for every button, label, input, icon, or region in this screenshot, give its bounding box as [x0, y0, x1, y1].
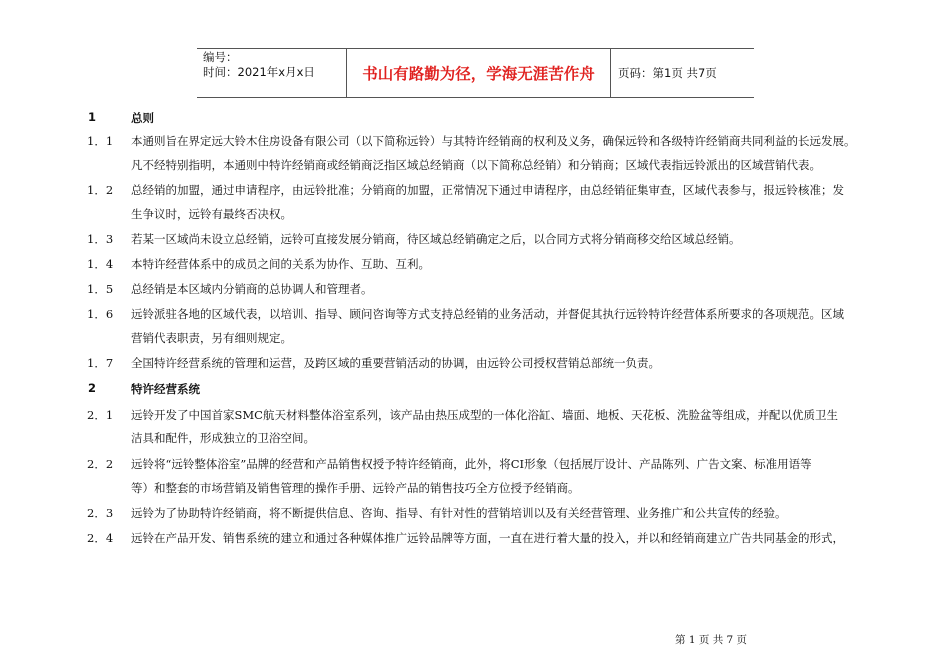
- clause-number: 1．5: [87, 282, 114, 296]
- clause-text: 本特许经营体系中的成员之间的关系为协作、互助、互利。: [131, 257, 430, 271]
- clause-text: 远铃开发了中国首家SMC航天材料整体浴室系列，该产品由热压成型的一体化浴缸、墙面、地板、天花板、洗脸盆等组成，并配以优质卫生: [131, 408, 838, 422]
- clause-number: 1．1: [87, 134, 114, 148]
- clause-text: 远铃将“远铃整体浴室”品牌的经营和产品销售权授予特许经销商，此外，将CI形象（包括展厅设计、产品陈列、广告文案、标准用语等: [131, 457, 812, 471]
- header-page-code: 页码：第1页 共7页: [618, 66, 717, 80]
- clause-number: 2．2: [87, 457, 114, 471]
- header-motto: 书山有路勤为径，学海无涯苦作舟: [347, 49, 611, 97]
- document-header: [197, 48, 754, 98]
- clause-text: 全国特许经营系统的管理和运营，及跨区域的重要营销活动的协调，由远铃公司授权营销总部统一负责。: [131, 356, 660, 370]
- clause-number: 1．6: [87, 307, 114, 321]
- time-label: 时间：2021年x月x日: [203, 65, 315, 79]
- clause-number: 1: [88, 110, 97, 124]
- clause-text: 特许经营系统: [131, 382, 200, 396]
- clause-text: 总则: [131, 111, 154, 125]
- clause-text: 远铃在产品开发、销售系统的建立和通过各种媒体推广远铃品牌等方面，一直在进行着大量的投入，并以和经销商建立广告共同基金的形式，: [131, 531, 844, 545]
- clause-text: 凡不经特别指明，本通则中特许经销商或经销商泛指区域总经销商（以下简称总经销）和分销商；区域代表指远铃派出的区域营销代表。: [131, 158, 821, 172]
- clause-number: 1．2: [87, 183, 114, 197]
- clause-text: 远铃派驻各地的区域代表，以培训、指导、顾问咨询等方式支持总经销的业务活动，并督促其执行远铃特许经营体系所要求的各项规范。区域: [131, 307, 844, 321]
- clause-number: 2: [88, 381, 97, 395]
- clause-number: 2．1: [87, 408, 114, 422]
- clause-text: 洁具和配件，形成独立的卫浴空间。: [131, 431, 315, 445]
- clause-text: 总经销是本区域内分销商的总协调人和管理者。: [131, 282, 373, 296]
- clause-text: 总经销的加盟，通过申请程序，由远铃批准；分销商的加盟，正常情况下通过申请程序，由总经销征集审查，区域代表参与，报远铃核准；发: [131, 183, 844, 197]
- clause-text: 等）和整套的市场营销及销售管理的操作手册、远铃产品的销售技巧全方位授予经销商。: [131, 481, 580, 495]
- clause-text: 生争议时，远铃有最终否决权。: [131, 207, 292, 221]
- clause-text: 本通则旨在界定远大铃木住房设备有限公司（以下简称远铃）与其特许经销商的权利及义务，确保远铃和各级特许经销商共同利益的长远发展。: [131, 134, 856, 148]
- clause-number: 1．7: [87, 356, 114, 370]
- clause-text: 营销代表职责，另有细则规定。: [131, 331, 292, 345]
- clause-number: 2．4: [87, 531, 114, 545]
- page-footer: 第 1 页 共 7 页: [675, 634, 748, 646]
- header-meta: [197, 49, 347, 97]
- number-label: 编号：: [203, 50, 238, 64]
- clause-number: 1．3: [87, 232, 114, 246]
- clause-text: 若某一区域尚未设立总经销，远铃可直接发展分销商，待区域总经销确定之后，以合同方式将分销商移交给区域总经销。: [131, 232, 741, 246]
- clause-number: 1．4: [87, 257, 114, 271]
- clause-text: 远铃为了协助特许经销商，将不断提供信息、咨询、指导、有针对性的营销培训以及有关经营管理、业务推广和公共宣传的经验。: [131, 506, 787, 520]
- clause-number: 2．3: [87, 506, 114, 520]
